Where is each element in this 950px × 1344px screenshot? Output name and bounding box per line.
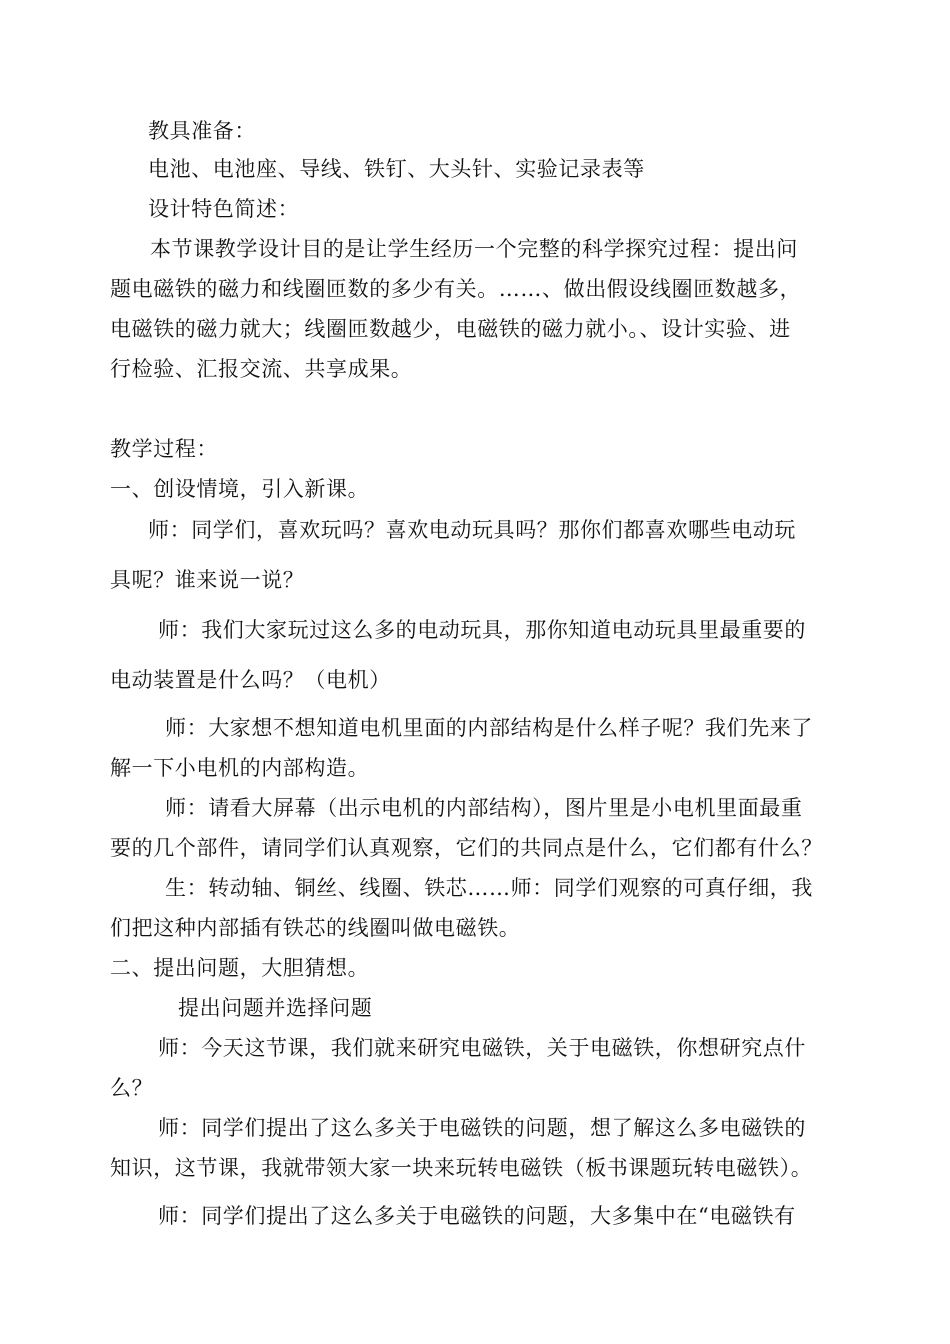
section-heading-1: 一、创设情境，引入新课。: [110, 477, 370, 501]
paragraph-line: 师：今天这节课，我们就来研究电磁铁，关于电磁铁，你想研究点什: [158, 1036, 806, 1060]
section-heading-2: 二、提出问题，大胆猜想。: [110, 956, 370, 980]
heading-teaching-aids: 教具准备：: [148, 119, 256, 143]
paragraph-line: 题电磁铁的磁力和线圈匝数的多少有关。……、做出假设线圈匝数越多，: [110, 277, 802, 301]
paragraph-line: 行检验、汇报交流、共享成果。: [110, 357, 413, 381]
paragraph-line: 生：转动轴、铜丝、线圈、铁芯……师：同学们观察的可真仔细，我: [165, 876, 813, 900]
paragraph-line: 师：我们大家玩过这么多的电动玩具，那你知道电动玩具里最重要的: [158, 618, 806, 642]
heading-design-features: 设计特色简述：: [148, 197, 300, 221]
paragraph-line: 师：同学们，喜欢玩吗？喜欢电动玩具吗？那你们都喜欢哪些电动玩: [148, 518, 796, 542]
paragraph-line: 电动装置是什么吗？（电机）: [110, 668, 391, 692]
paragraph-line: 解一下小电机的内部构造。: [110, 756, 370, 780]
paragraph-line: 师：大家想不想知道电机里面的内部结构是什么样子呢？我们先来了: [165, 716, 813, 740]
teaching-aids-list: 电池、电池座、导线、铁钉、大头针、实验记录表等: [148, 157, 645, 181]
paragraph-line: 具呢？谁来说一说？: [110, 568, 305, 592]
heading-teaching-process: 教学过程：: [110, 437, 218, 461]
paragraph-line: 本节课教学设计目的是让学生经历一个完整的科学探究过程：提出问: [150, 237, 798, 261]
paragraph-line: 要的几个部件，请同学们认真观察，它们的共同点是什么，它们都有什么？: [110, 836, 823, 860]
paragraph-line: 知识，这节课，我就带领大家一块来玩转电磁铁（板书课题玩转电磁铁）。: [110, 1156, 813, 1180]
paragraph-line: 师：同学们提出了这么多关于电磁铁的问题，大多集中在“电磁铁有: [158, 1204, 796, 1228]
paragraph-line: 么？: [110, 1076, 154, 1100]
paragraph-line: 师：同学们提出了这么多关于电磁铁的问题，想了解这么多电磁铁的: [158, 1116, 806, 1140]
paragraph-line: 师：请看大屏幕（出示电机的内部结构），图片里是小电机里面最重: [165, 796, 803, 820]
paragraph-line: 们把这种内部插有铁芯的线圈叫做电磁铁。: [110, 916, 521, 940]
subheading: 提出问题并选择问题: [178, 996, 373, 1020]
paragraph-line: 电磁铁的磁力就大；线圈匝数越少，电磁铁的磁力就小。、设计实验、进: [110, 317, 791, 341]
